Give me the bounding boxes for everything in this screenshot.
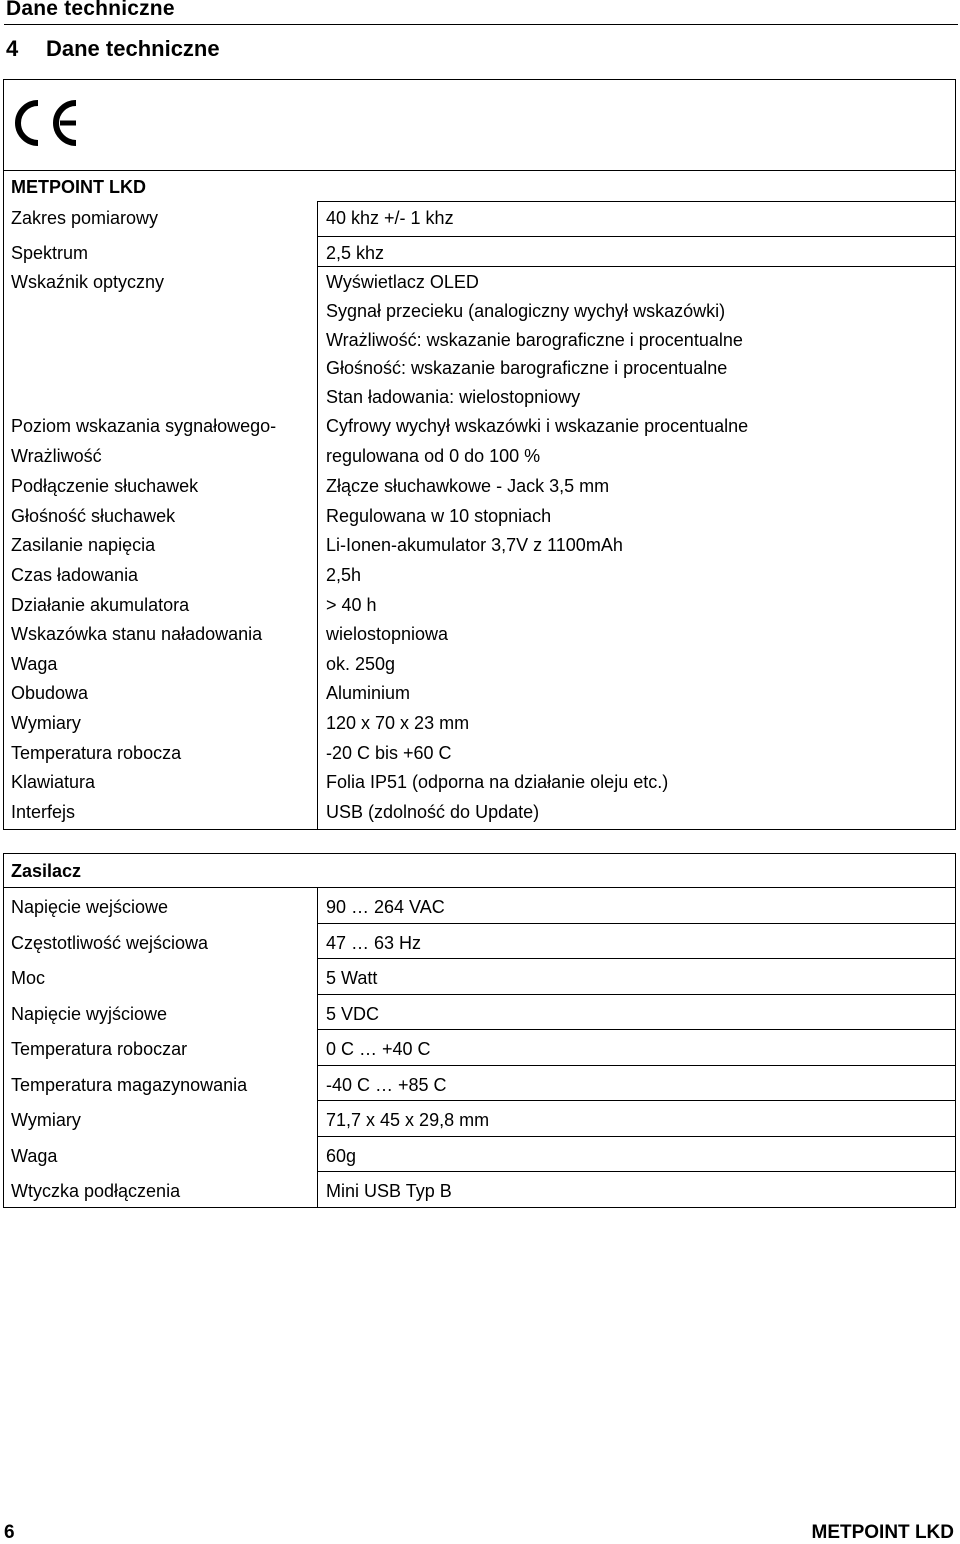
- psu-value: 60g: [326, 1146, 357, 1166]
- optical-detail-line: Wrażliwość: wskazanie barograficzne i procentualne: [326, 330, 743, 350]
- row-divider: [317, 236, 955, 237]
- spec-label: Głośność słuchawek: [11, 506, 176, 526]
- spec-value: > 40 h: [326, 595, 377, 615]
- psu-value: 71,7 x 45 x 29,8 mm: [326, 1110, 490, 1130]
- ce-mark-icon: [10, 97, 82, 149]
- spec-value: Wyświetlacz OLED: [326, 272, 479, 292]
- psu-value: 47 … 63 Hz: [326, 933, 422, 953]
- row-divider: [317, 994, 955, 995]
- spec-label: Interfejs: [11, 802, 76, 822]
- psu-label: Wtyczka podłączenia: [11, 1181, 181, 1201]
- psu-label: Waga: [11, 1146, 58, 1166]
- spec-value: Folia IP51 (odporna na działanie oleju etc.): [326, 772, 669, 792]
- spec-label: Temperatura robocza: [11, 743, 182, 763]
- psu-label: Wymiary: [11, 1110, 81, 1130]
- spec-label: Poziom wskazania sygnałowego-: [11, 416, 277, 436]
- spec-value: USB (zdolność do Update): [326, 802, 540, 822]
- power-supply-table: [3, 853, 956, 1208]
- psu-value: 5 VDC: [326, 1004, 380, 1024]
- spec-value: -20 C bis +60 C: [326, 743, 452, 763]
- row-divider: [4, 887, 955, 888]
- spec-value: 2,5h: [326, 565, 362, 585]
- spec-label: Działanie akumulatora: [11, 595, 190, 615]
- row-divider: [317, 1100, 955, 1101]
- spec-value: 2,5 khz: [326, 243, 385, 263]
- spec-label: Wskazówka stanu naładowania: [11, 624, 263, 644]
- spec-label: Zasilanie napięcia: [11, 535, 156, 555]
- row-divider: [317, 266, 955, 267]
- psu-value: 90 … 264 VAC: [326, 897, 445, 917]
- spec-value: 120 x 70 x 23 mm: [326, 713, 470, 733]
- ce-mark-box: [3, 79, 956, 170]
- spec-value: Aluminium: [326, 683, 411, 703]
- psu-table-title: Zasilacz: [11, 861, 82, 881]
- spec-label: Wskaźnik optyczny: [11, 272, 165, 292]
- row-divider: [317, 1171, 955, 1172]
- psu-value: 5 Watt: [326, 968, 378, 988]
- spec-label: Zakres pomiarowy: [11, 208, 159, 228]
- optical-detail-line: Głośność: wskazanie barograficzne i procentualne: [326, 358, 728, 378]
- row-divider: [317, 923, 955, 924]
- spec-value: Li-Ionen-akumulator 3,7V z 1100mAh: [326, 535, 623, 555]
- psu-label: Napięcie wejściowe: [11, 897, 169, 917]
- optical-detail-line: Sygnał przecieku (analogiczny wychył wskazówki): [326, 301, 726, 321]
- row-divider: [317, 1136, 955, 1137]
- psu-value: -40 C … +85 C: [326, 1075, 447, 1095]
- row-divider: [317, 1029, 955, 1030]
- running-header-title: Dane techniczne: [6, 0, 175, 20]
- spec-value: Złącze słuchawkowe - Jack 3,5 mm: [326, 476, 610, 496]
- spec-label: Spektrum: [11, 243, 89, 263]
- metpoint-spec-table: [3, 170, 956, 830]
- psu-label: Napięcie wyjściowe: [11, 1004, 168, 1024]
- row-divider: [317, 201, 955, 202]
- section-number: 4: [6, 36, 19, 61]
- psu-value: Mini USB Typ B: [326, 1181, 452, 1201]
- spec-table-title: METPOINT LKD: [11, 177, 146, 197]
- spec-value: Cyfrowy wychył wskazówki i wskazanie procentualne: [326, 416, 749, 436]
- psu-label: Moc: [11, 968, 46, 988]
- spec-label: Waga: [11, 654, 58, 674]
- column-divider: [317, 887, 318, 1207]
- spec-label: Podłączenie słuchawek: [11, 476, 199, 496]
- column-divider: [317, 201, 318, 829]
- row-divider: [317, 958, 955, 959]
- spec-label: Klawiatura: [11, 772, 96, 792]
- spec-value: wielostopniowa: [326, 624, 449, 644]
- psu-value: 0 C … +40 C: [326, 1039, 431, 1059]
- spec-label: Czas ładowania: [11, 565, 139, 585]
- psu-label: Częstotliwość wejściowa: [11, 933, 209, 953]
- header-divider: [4, 24, 958, 25]
- section-title: Dane techniczne: [46, 36, 220, 61]
- footer-product-name: METPOINT LKD: [811, 1522, 954, 1543]
- psu-label: Temperatura magazynowania: [11, 1075, 248, 1095]
- optical-detail-line: Stan ładowania: wielostopniowy: [326, 387, 581, 407]
- section-heading: [6, 36, 220, 62]
- spec-label: Obudowa: [11, 683, 89, 703]
- spec-value: Regulowana w 10 stopniach: [326, 506, 552, 526]
- spec-value: ok. 250g: [326, 654, 396, 674]
- spec-value: regulowana od 0 do 100 %: [326, 446, 541, 466]
- spec-label: Wrażliwość: [11, 446, 102, 466]
- spec-label: Wymiary: [11, 713, 81, 733]
- row-divider: [317, 1065, 955, 1066]
- spec-value: 40 khz +/- 1 khz: [326, 208, 454, 228]
- psu-label: Temperatura roboczar: [11, 1039, 188, 1059]
- page-number: 6: [4, 1522, 15, 1543]
